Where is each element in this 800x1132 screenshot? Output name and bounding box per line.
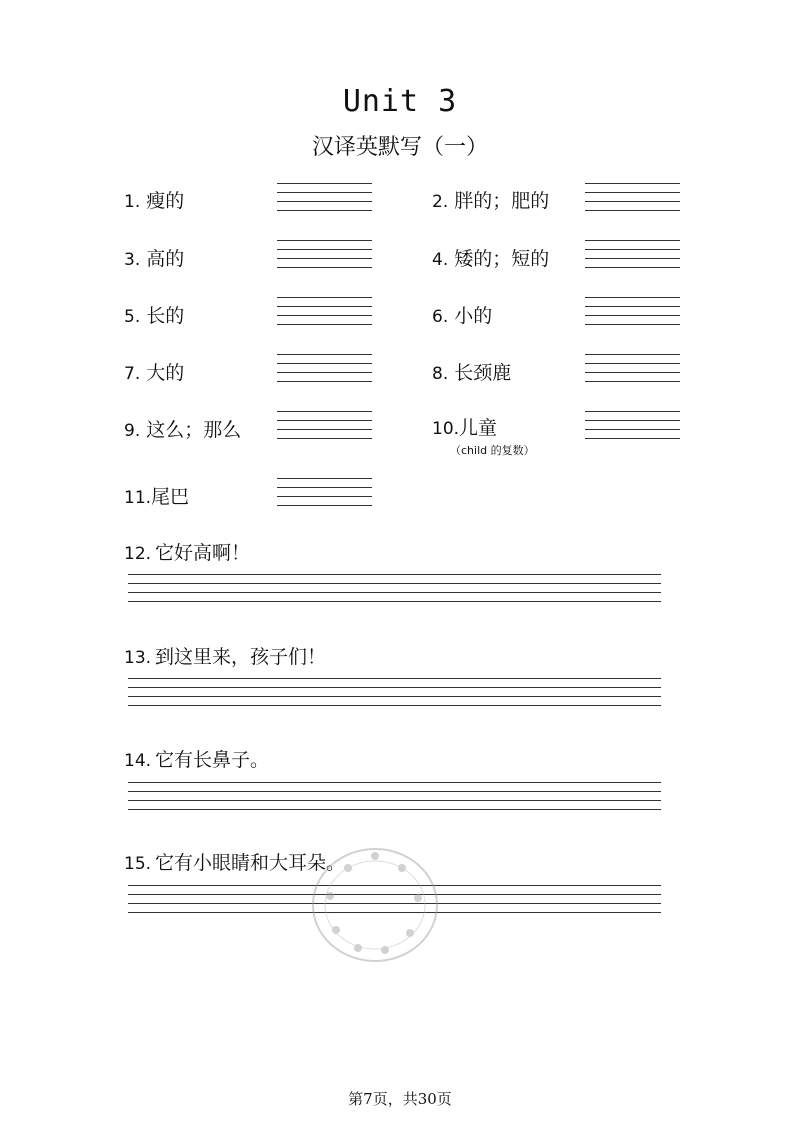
vocab-item-3 — [124, 244, 184, 271]
writing-lines-8 — [585, 354, 680, 382]
sentence-item-14 — [124, 745, 269, 772]
vocab-item-2 — [432, 186, 549, 213]
writing-lines-1 — [277, 183, 372, 211]
vocab-number: 7. — [124, 364, 141, 384]
vocab-item-7 — [124, 358, 184, 385]
vocab-number: 1. — [124, 192, 141, 212]
sentence-number: 15. — [124, 854, 152, 874]
vocab-number: 4. — [432, 250, 449, 270]
vocab-number: 11. — [124, 488, 152, 508]
sentence-item-12 — [124, 538, 250, 565]
vocab-text: 胖的；肥的 — [454, 190, 550, 212]
writing-lines-7 — [277, 354, 372, 382]
writing-lines-2 — [585, 183, 680, 211]
vocab-text: 尾巴 — [151, 486, 190, 508]
vocab-number: 10. — [432, 419, 460, 439]
vocab-item-10 — [432, 413, 497, 440]
sentence-writing-lines-14 — [128, 782, 661, 810]
vocab-text: 瘦的 — [146, 190, 185, 212]
watermark-stamp — [300, 838, 450, 973]
sentence-writing-lines-13 — [128, 678, 661, 706]
sentence-number: 14. — [124, 751, 152, 771]
sentence-text: 它有长鼻子。 — [155, 749, 270, 771]
vocab-note: （child 的复数） — [450, 444, 535, 457]
vocab-text: 这么；那么 — [146, 419, 242, 441]
vocab-item-8 — [432, 358, 511, 385]
sentence-text: 到这里来，孩子们！ — [155, 646, 327, 668]
sentence-number: 13. — [124, 648, 152, 668]
writing-lines-11 — [277, 478, 372, 506]
vocab-text: 儿童 — [459, 417, 498, 439]
vocab-text: 矮的；短的 — [454, 248, 550, 270]
writing-lines-10 — [585, 411, 680, 439]
sentence-writing-lines-12 — [128, 574, 661, 602]
vocab-number: 3. — [124, 250, 141, 270]
writing-lines-5 — [277, 297, 372, 325]
vocab-text: 大的 — [146, 362, 185, 384]
vocab-item-6 — [432, 301, 492, 328]
vocab-number: 9. — [124, 421, 141, 441]
page-footer: 第7页，共30页 — [348, 1090, 452, 1108]
vocab-item-4 — [432, 244, 549, 271]
vocab-item-9 — [124, 415, 241, 442]
writing-lines-6 — [585, 297, 680, 325]
vocab-number: 6. — [432, 307, 449, 327]
worksheet-subtitle: 汉译英默写（一） — [311, 135, 488, 160]
vocab-item-11 — [124, 482, 189, 509]
vocab-item-1 — [124, 186, 184, 213]
vocab-item-5 — [124, 301, 184, 328]
vocab-text: 长的 — [146, 305, 185, 327]
vocab-text: 小的 — [454, 305, 493, 327]
writing-lines-9 — [277, 411, 372, 439]
vocab-number: 2. — [432, 192, 449, 212]
vocab-text: 高的 — [146, 248, 185, 270]
unit-title: Unit 3 — [342, 84, 458, 119]
vocab-number: 8. — [432, 364, 449, 384]
vocab-text: 长颈鹿 — [454, 362, 512, 384]
writing-lines-4 — [585, 240, 680, 268]
vocab-number: 5. — [124, 307, 141, 327]
writing-lines-3 — [277, 240, 372, 268]
sentence-text: 它好高啊！ — [155, 542, 251, 564]
sentence-text: 它有小眼睛和大耳朵。 — [155, 852, 346, 874]
sentence-item-13 — [124, 642, 326, 669]
sentence-number: 12. — [124, 544, 152, 564]
